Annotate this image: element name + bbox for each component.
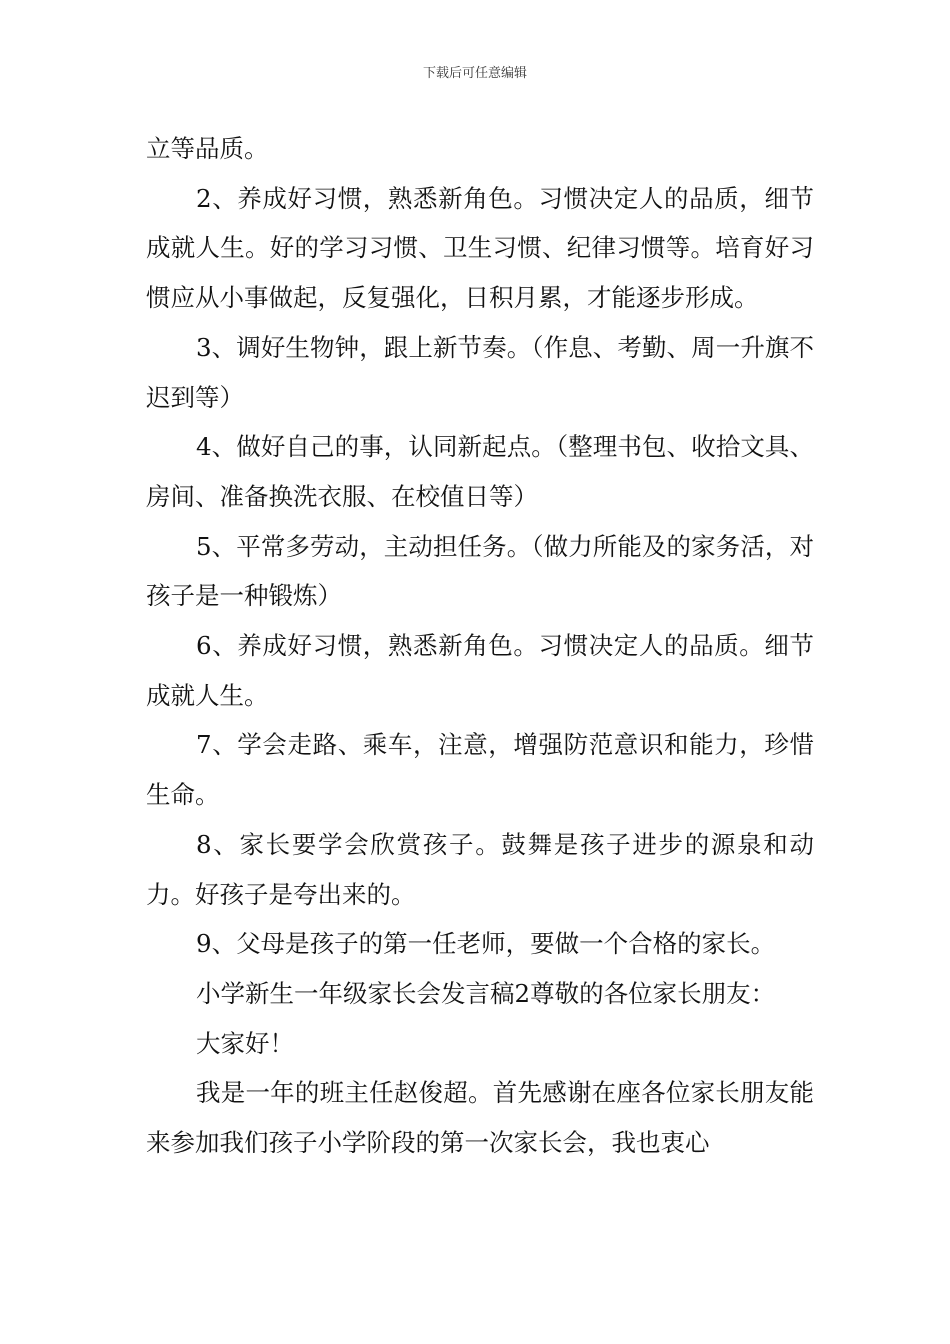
page-header-note: 下载后可任意编辑 bbox=[422, 66, 527, 81]
paragraph-3: 3、调好生物钟，跟上新节奏。（作息、考勤、周一升旗不迟到等） bbox=[146, 332, 814, 412]
paragraph-intro: 我是一年的班主任赵俊超。首先感谢在座各位家长朋友能来参加我们孩子小学阶段的第一次家长会，我也衷心 bbox=[146, 1078, 814, 1158]
paragraph-8: 8、家长要学会欣赏孩子。鼓舞是孩子进步的源泉和动力。好孩子是夸出来的。 bbox=[146, 829, 814, 909]
paragraph-9: 9、父母是孩子的第一任老师，要做一个合格的家长。 bbox=[196, 929, 776, 959]
greeting: 大家好！ bbox=[196, 1028, 294, 1058]
paragraph-7: 7、学会走路、乘车，注意，增强防范意识和能力，珍惜生命。 bbox=[146, 730, 814, 810]
paragraph-2: 2、养成好习惯，熟悉新角色。习惯决定人的品质，细节成就人生。好的学习习惯、卫生习惯、纪律习惯等。培育好习惯应从小事做起，反复强化，日积月累，才能逐步形成。 bbox=[146, 183, 814, 313]
paragraph-6: 6、养成好习惯，熟悉新角色。习惯决定人的品质。细节成就人生。 bbox=[146, 631, 814, 710]
speech-title: 小学新生一年级家长会发言稿2尊敬的各位家长朋友： bbox=[196, 978, 776, 1008]
paragraph-1: 立等品质。 bbox=[146, 134, 269, 163]
document-body bbox=[146, 124, 814, 1168]
paragraph-5: 5、平常多劳动，主动担任务。（做力所能及的家务活，对孩子是一种锻炼） bbox=[146, 531, 814, 611]
paragraph-4: 4、做好自己的事，认同新起点。（整理书包、收拾文具、房间、准备换洗衣服、在校值日等） bbox=[146, 432, 814, 511]
